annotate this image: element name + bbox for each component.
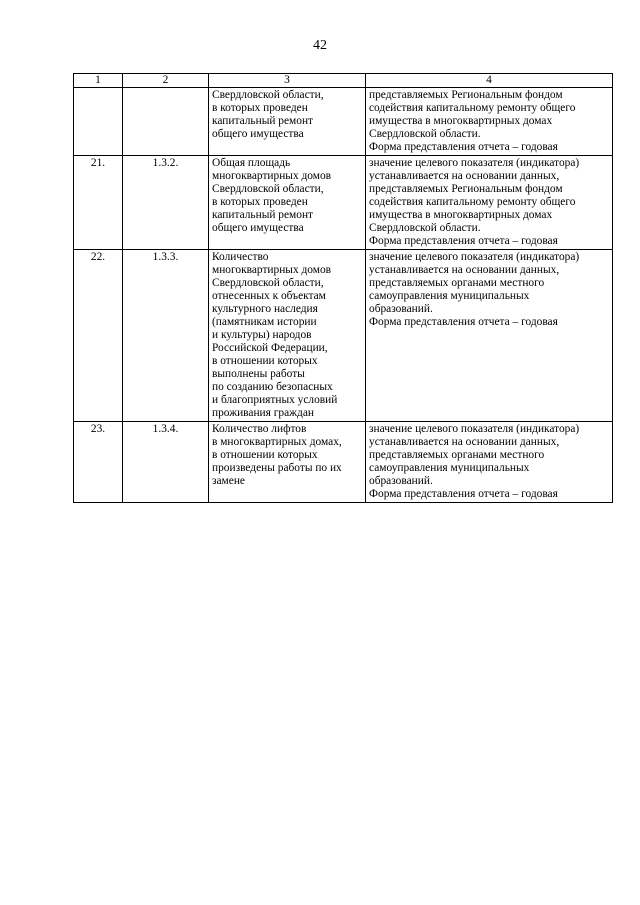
column-header-2: 2 [123, 74, 209, 88]
table-row [74, 88, 613, 156]
indicator-name-cell: Количество многоквартирных домов Свердловской области, отнесенных к объектам культурного наследия (памятникам истории и культуры) народов Российской Федерации, в отношении которых выполнены работы по созданию безопасных и благоприятных условий проживания граждан [209, 250, 366, 422]
row-code-cell: 1.3.4. [123, 422, 209, 503]
column-header-4: 4 [366, 74, 613, 88]
calculation-method-cell: значение целевого показателя (индикатора) устанавливается на основании данных, представляемых органами местного самоуправления муниципальных образований. Форма представления отчета – годовая [366, 250, 613, 422]
indicator-name-cell: Общая площадь многоквартирных домов Свердловской области, в которых проведен капитальный ремонт общего имущества [209, 156, 366, 250]
table-header [74, 74, 613, 88]
calculation-method-cell: представляемых Региональным фондом содействия капитальному ремонту общего имущества в многоквартирных домах Свердловской области. Форма представления отчета – годовая [366, 88, 613, 156]
table-row [74, 422, 613, 503]
indicator-name-cell: Количество лифтов в многоквартирных домах, в отношении которых произведены работы по их замене [209, 422, 366, 503]
row-number-cell: 23. [74, 422, 123, 503]
row-number-cell [74, 88, 123, 156]
header-row [74, 74, 613, 88]
page-number: 42 [313, 38, 327, 53]
indicator-name-cell: Свердловской области, в которых проведен капитальный ремонт общего имущества [209, 88, 366, 156]
indicator-table [73, 73, 613, 503]
row-number-cell: 21. [74, 156, 123, 250]
row-code-cell: 1.3.3. [123, 250, 209, 422]
row-number-cell: 22. [74, 250, 123, 422]
column-header-3: 3 [209, 74, 366, 88]
table-row [74, 156, 613, 250]
table-row [74, 250, 613, 422]
row-code-cell: 1.3.2. [123, 156, 209, 250]
calculation-method-cell: значение целевого показателя (индикатора) устанавливается на основании данных, представляемых органами местного самоуправления муниципальных образований. Форма представления отчета – годовая [366, 422, 613, 503]
table-body [74, 88, 613, 503]
column-header-1: 1 [74, 74, 123, 88]
row-code-cell [123, 88, 209, 156]
calculation-method-cell: значение целевого показателя (индикатора) устанавливается на основании данных, представляемых Региональным фондом содействия капитальному ремонту общего имущества в многоквартирных домах Свердловской области. Форма представления отчета – годовая [366, 156, 613, 250]
